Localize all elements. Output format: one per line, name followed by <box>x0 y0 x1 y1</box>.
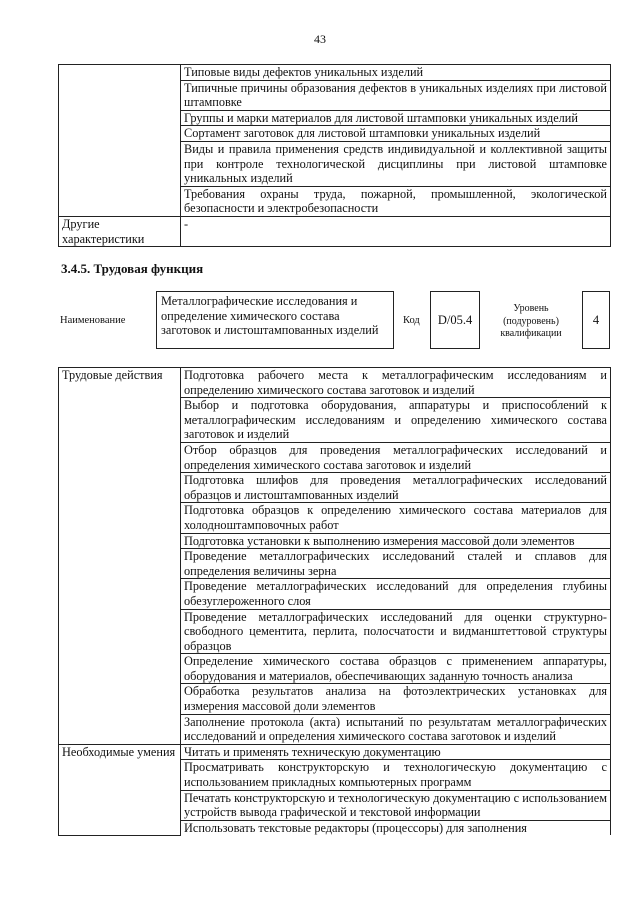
function-name: Металлографические исследования и определение химического состава заготовок и листоштампованных изделий <box>156 291 394 349</box>
labor-action-item: Подготовка шлифов для проведения металлографических исследований образцов и листоштампованных изделий <box>181 473 611 503</box>
labor-actions-label: Трудовые действия <box>59 368 181 745</box>
labor-action-item: Проведение металлографических исследований сталей и сплавов для определения величины зерна <box>181 549 611 579</box>
labor-action-item: Проведение металлографических исследований для оценки структурно-свободного цементита, перлита, полосчатости и видманштеттовой структуры образцов <box>181 609 611 654</box>
labor-action-item: Выбор и подготовка оборудования, аппаратуры и приспособлений к металлографическим исследованиям и определению химического состава заготовок и изделий <box>181 398 611 443</box>
skills-label: Необходимые умения <box>59 744 181 835</box>
code-label: Код <box>403 315 420 326</box>
skill-item: Использовать текстовые редакторы (процессоры) для заполнения <box>181 820 611 835</box>
skill-item: Просматривать конструкторскую и технологическую документацию с использованием прикладных компьютерных программ <box>181 760 611 790</box>
level-label: Уровень (подуровень) квалификации <box>500 303 562 339</box>
other-characteristics-label: Другие характеристики <box>59 216 181 246</box>
knowledge-item: Виды и правила применения средств индивидуальной и коллективной защиты при контроле технологической дисциплины при листовой штамповке уникальных изделий <box>181 141 611 186</box>
knowledge-item: Группы и марки материалов для листовой штамповки уникальных изделий <box>181 110 611 126</box>
labor-action-item: Подготовка рабочего места к металлографическим исследованиям и определению химического состава заготовок и изделий <box>181 368 611 398</box>
knowledge-item: Сортамент заготовок для листовой штамповки уникальных изделий <box>181 126 611 142</box>
knowledge-table <box>58 64 611 247</box>
labor-action-item: Заполнение протокола (акта) испытаний по результатам металлографических исследований и определения химического состава заготовок и изделий <box>181 714 611 744</box>
labor-action-item: Отбор образцов для проведения металлографических исследований и определения химического состава заготовок и изделий <box>181 442 611 472</box>
name-label: Наименование <box>60 315 126 326</box>
knowledge-item: Требования охраны труда, пожарной, промышленной, экологической безопасности и электробезопасности <box>181 186 611 216</box>
labor-action-item: Подготовка образцов к определению химического состава материалов для холодноштамповочных работ <box>181 503 611 533</box>
labor-action-item: Определение химического состава образцов с применением аппаратуры, оборудования и материалов, обеспечивающих заданную точность анализа <box>181 654 611 684</box>
skill-item: Читать и применять техническую документацию <box>181 744 611 760</box>
labor-action-item: Обработка результатов анализа на фотоэлектрических установках для измерения массовой доли элементов <box>181 684 611 714</box>
knowledge-label-cell <box>59 65 181 217</box>
skill-item: Печатать конструкторскую и технологическую документацию с использованием устройств вывода графической и текстовой информации <box>181 790 611 820</box>
other-characteristics-value: - <box>181 216 611 246</box>
labor-function-header <box>58 289 611 353</box>
knowledge-item: Типовые виды дефектов уникальных изделий <box>181 65 611 81</box>
function-code: D/05.4 <box>430 291 480 349</box>
knowledge-item: Типичные причины образования дефектов в уникальных изделиях при листовой штамповке <box>181 80 611 110</box>
labor-action-item: Проведение металлографических исследований для определения глубины обезуглероженного слоя <box>181 579 611 609</box>
page-number: 43 <box>314 32 326 46</box>
qualification-level: 4 <box>582 291 610 349</box>
labor-action-item: Подготовка установки к выполнению измерения массовой доли элементов <box>181 533 611 549</box>
labor-function-table <box>58 367 611 836</box>
section-heading: 3.4.5. Трудовая функция <box>61 261 204 276</box>
